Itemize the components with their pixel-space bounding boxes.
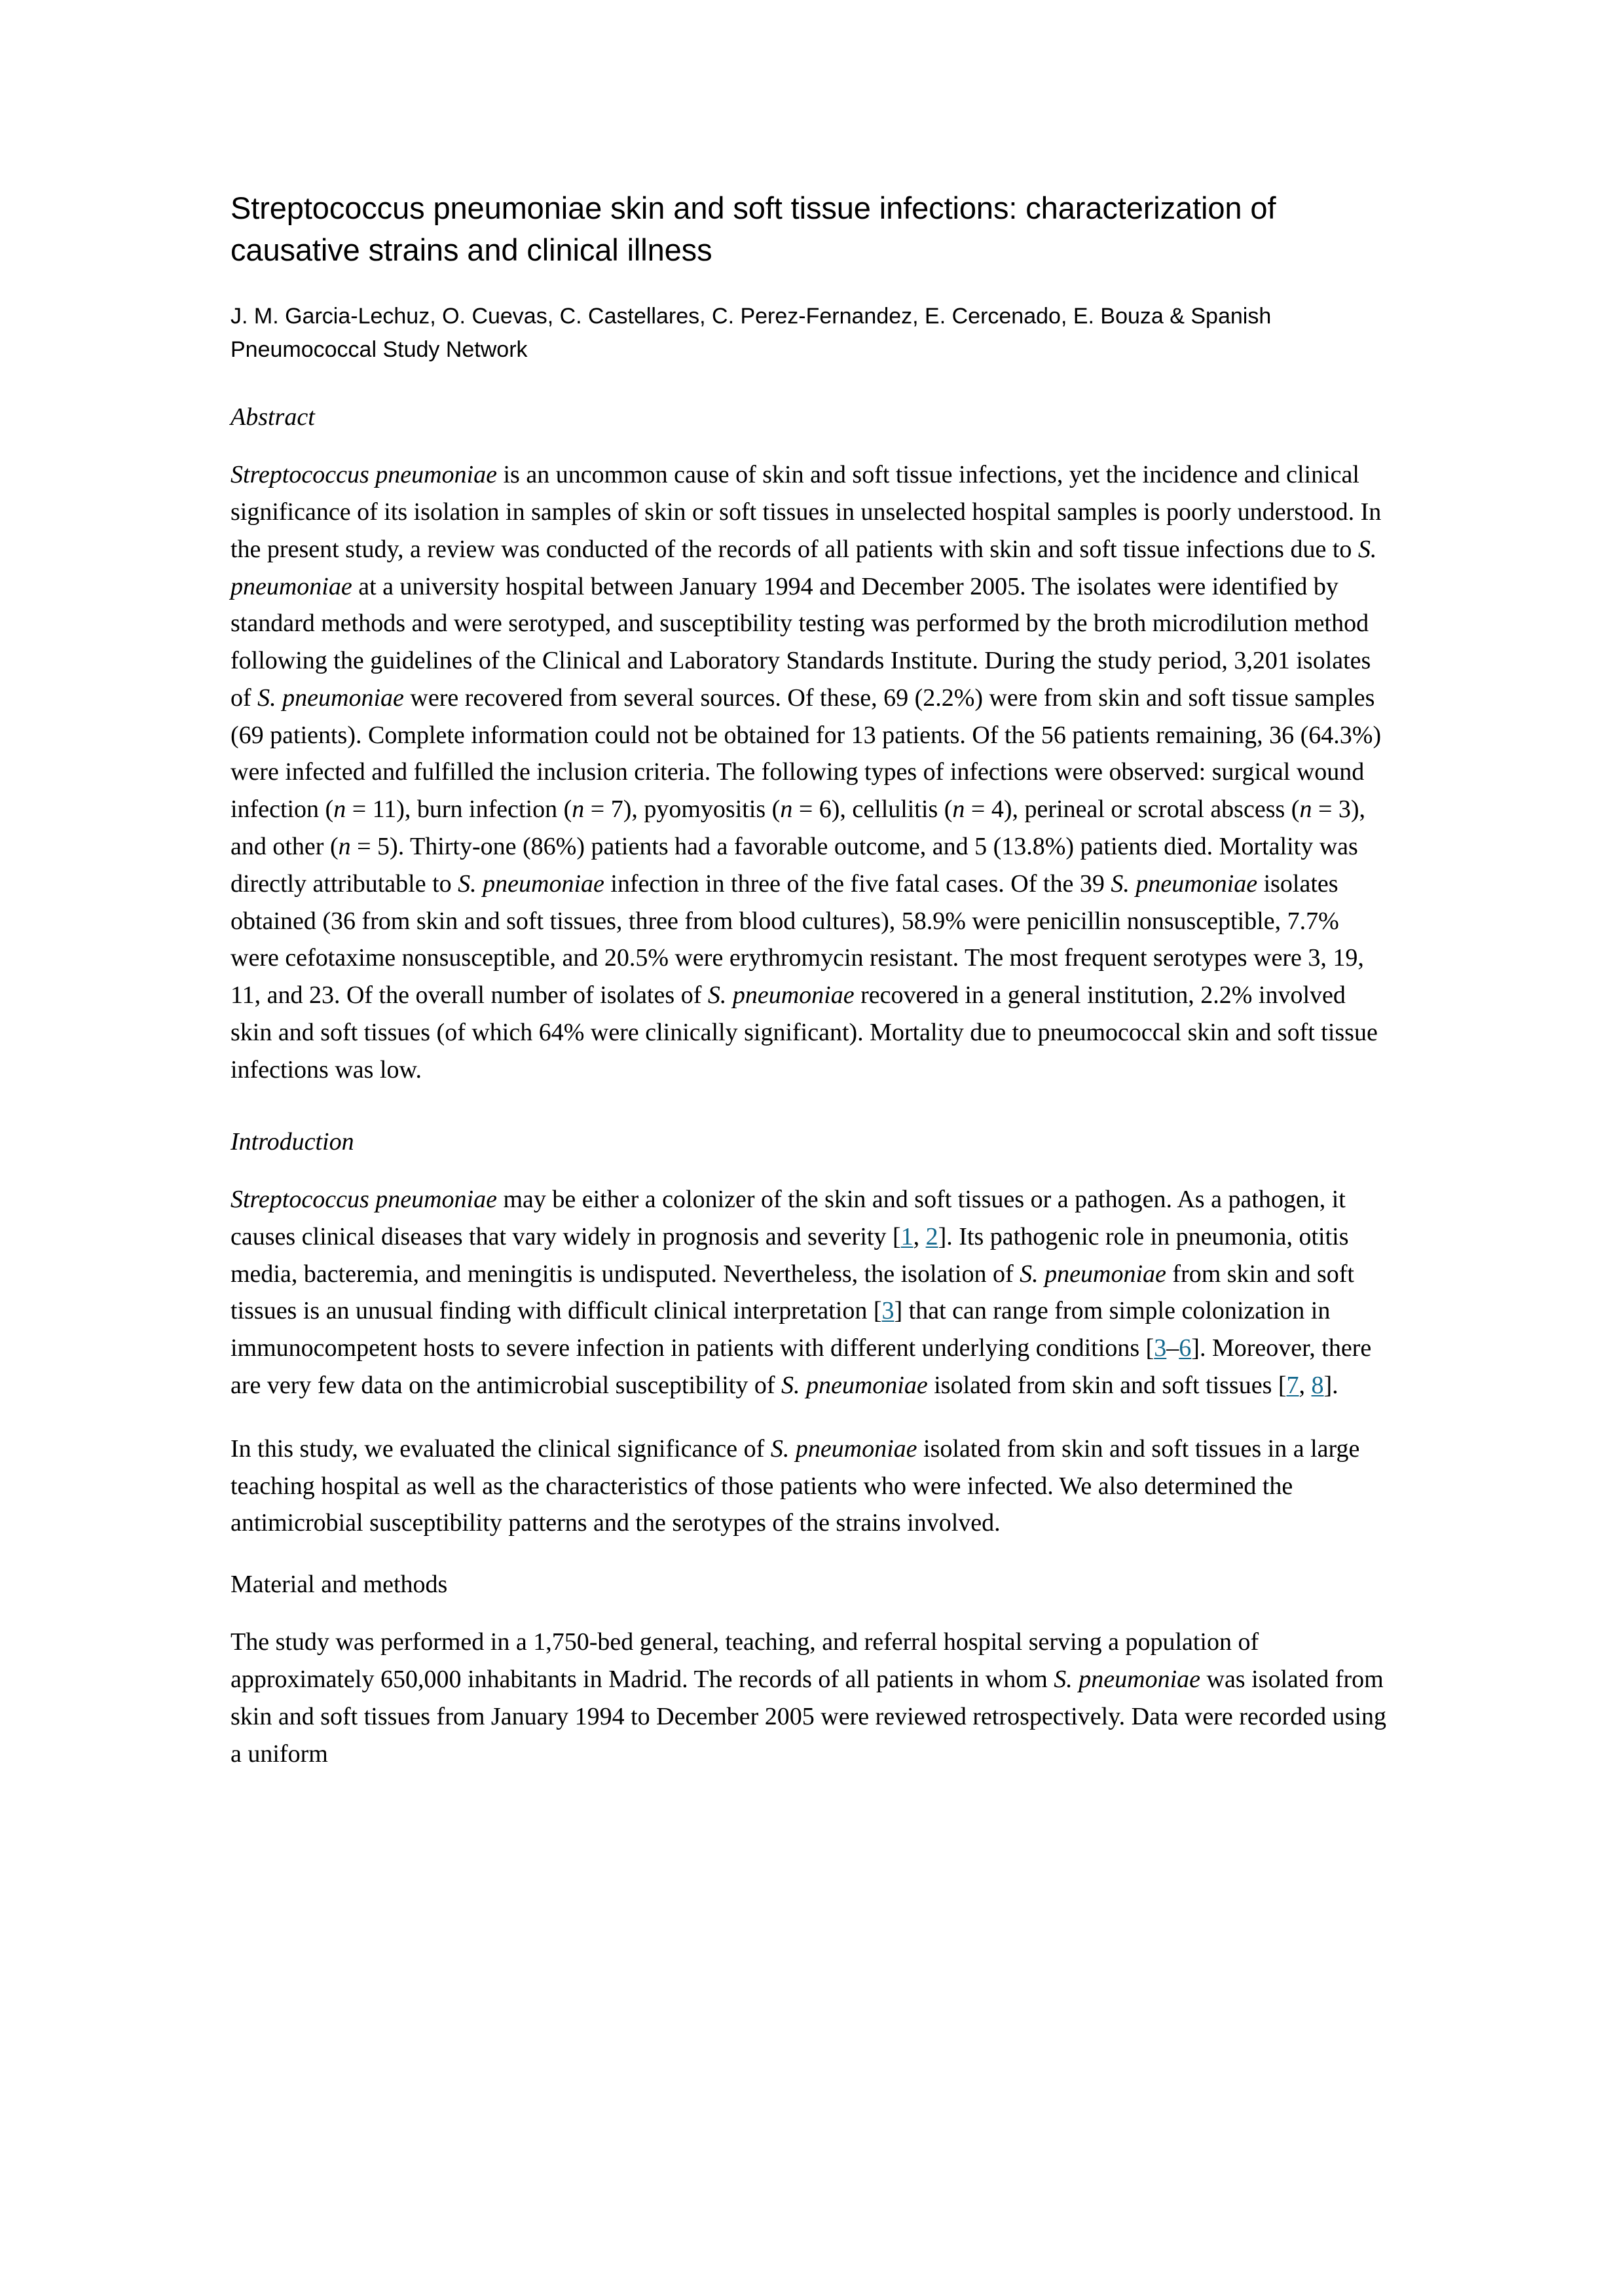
material-methods-paragraph-1 — [231, 1624, 1393, 1772]
n-value-2: = 7), pyomyositis ( — [584, 795, 781, 824]
citation-link-3[interactable]: 3 — [881, 1297, 895, 1325]
abstract-text-5: isolates obtained (36 from skin and soft tissues, three from blood cultures), 58.9% were penicillin nonsusceptible, 7.7% were cefotaxime nonsusceptible, and 20.5% were erythromycin resistant. The most frequent serotypes were 3, 19, 11, and 23. Of the overall number of isolates of — [231, 869, 1364, 1010]
intro-text-9: , — [1299, 1371, 1312, 1399]
page-title: Streptococcus pneumoniae skin and soft tissue infections: characterization of causative strains and clinical illness — [231, 191, 1276, 267]
intro-text-10: ]. — [1323, 1371, 1338, 1399]
species-name: S. pneumoniae — [707, 981, 855, 1010]
citation-link-6[interactable]: 7 — [1286, 1371, 1299, 1399]
citation-range-dash: – — [1166, 1334, 1179, 1362]
section-heading-abstract: Abstract — [231, 403, 315, 431]
citation-link-1[interactable]: 1 — [900, 1222, 913, 1250]
intro-text-2: , — [913, 1222, 926, 1250]
species-name: S. pneumoniae — [257, 683, 404, 712]
abstract-text-4: infection in three of the five fatal cases. Of the 39 — [604, 869, 1111, 898]
n-value-4: = 4), perineal or scrotal abscess ( — [965, 795, 1300, 824]
citation-link-7[interactable]: 8 — [1311, 1371, 1324, 1399]
intro-text-3: ]. Its pathogenic role in pneumonia, otitis media, bacteremia, and meningitis is undisputed. Nevertheless, the isolation of — [231, 1222, 1349, 1288]
n-variable: n — [952, 795, 965, 824]
n-variable: n — [572, 795, 585, 824]
intro-text-8: isolated from skin and soft tissues [ — [927, 1371, 1287, 1399]
species-name: Streptococcus pneumoniae — [231, 461, 497, 489]
section-heading-introduction: Introduction — [231, 1127, 354, 1156]
n-variable: n — [780, 795, 793, 824]
intro-text-4: from skin and soft tissues is an unusual finding with difficult clinical interpretation [ — [231, 1260, 1354, 1325]
introduction-paragraph-1 — [231, 1181, 1393, 1404]
citation-link-4[interactable]: 3 — [1154, 1334, 1167, 1362]
citation-link-5[interactable]: 6 — [1179, 1334, 1192, 1362]
species-name: S. pneumoniae — [770, 1434, 917, 1463]
species-name: S. pneumoniae — [1054, 1666, 1200, 1694]
intro-text-7: ]. Moreover, there are very few data on the antimicrobial susceptibility of — [231, 1334, 1372, 1399]
abstract-paragraph — [231, 456, 1393, 1089]
mm-text-1: The study was performed in a 1,750-bed general, teaching, and referral hospital serving a population of approximately 650,000 inhabitants in Madrid. The records of all patients in whom — [231, 1628, 1259, 1694]
author-list: J. M. Garcia-Lechuz, O. Cuevas, C. Castellares, C. Perez-Fernandez, E. Cercenado, E. Bouza & Spanish Pneumococcal Study Network — [231, 303, 1272, 362]
n-value-6: = 5). Thirty-one (86%) patients had a favorable outcome, and 5 (13.8%) patients died. Mortality was directly attributable to — [231, 833, 1358, 898]
introduction-paragraph-2 — [231, 1430, 1393, 1542]
abstract-text-3: were recovered from several sources. Of these, 69 (2.2%) were from skin and soft tissue samples (69 patients). Complete information could not be obtained for 13 patients. Of the 56 patients remaining, 36 (64.3%) were infected and fulfilled the inclusion criteria. The following types of infections were observed: surgical wound infection ( — [231, 683, 1382, 824]
mm-text-2: was isolated from skin and soft tissues from January 1994 to December 2005 were reviewed retrospectively. Data were recorded using a uniform — [231, 1666, 1386, 1768]
intro2-text-1: In this study, we evaluated the clinical significance of — [231, 1434, 771, 1463]
species-name: S. pneumoniae — [781, 1371, 928, 1399]
species-name: S. pneumoniae — [1020, 1260, 1166, 1288]
n-value-1: = 11), burn infection ( — [346, 795, 572, 824]
abstract-text-2: at a university hospital between January 1994 and December 2005. The isolates were identified by standard methods and were serotyped, and susceptibility testing was performed by the broth microdilution method following the guidelines of the Clinical and Laboratory Standards Institute. During the study period, 3,201 isolates of — [231, 572, 1371, 712]
intro2-text-2: isolated from skin and soft tissues in a large teaching hospital as well as the characteristics of those patients who were infected. We also determined the antimicrobial susceptibility patterns and the serotypes of the strains involved. — [231, 1434, 1360, 1537]
intro-text-5: ] that can range from simple colonization in immunocompetent hosts to severe infection in patients with different underlying conditions [ — [231, 1297, 1331, 1362]
abstract-text-6: recovered in a general institution, 2.2% involved skin and soft tissues (of which 64% were clinically significant). Mortality due to pneumococcal skin and soft tissue infections was low. — [231, 981, 1378, 1084]
abstract-text-1: is an uncommon cause of skin and soft tissue infections, yet the incidence and clinical significance of its isolation in samples of skin or soft tissues in unselected hospital samples is poorly understood. In the present study, a review was conducted of the records of all patients with skin and soft tissue infections due to — [231, 461, 1382, 563]
species-name: S. pneumoniae — [231, 535, 1377, 600]
n-value-5: = 3), and other ( — [231, 795, 1366, 861]
document-content — [231, 187, 1393, 1773]
species-name: S. pneumoniae — [1111, 869, 1258, 898]
n-variable: n — [338, 833, 351, 861]
species-name: S. pneumoniae — [458, 869, 604, 898]
citation-link-2[interactable]: 2 — [925, 1222, 938, 1250]
n-variable: n — [333, 795, 346, 824]
n-variable: n — [1299, 795, 1312, 824]
section-heading-material-and-methods: Material and methods — [231, 1571, 448, 1599]
n-value-3: = 6), cellulitis ( — [792, 795, 953, 824]
intro-text-1: may be either a colonizer of the skin and soft tissues or a pathogen. As a pathogen, it causes clinical diseases that vary widely in prognosis and severity [ — [231, 1185, 1346, 1250]
species-name: Streptococcus pneumoniae — [231, 1185, 497, 1213]
